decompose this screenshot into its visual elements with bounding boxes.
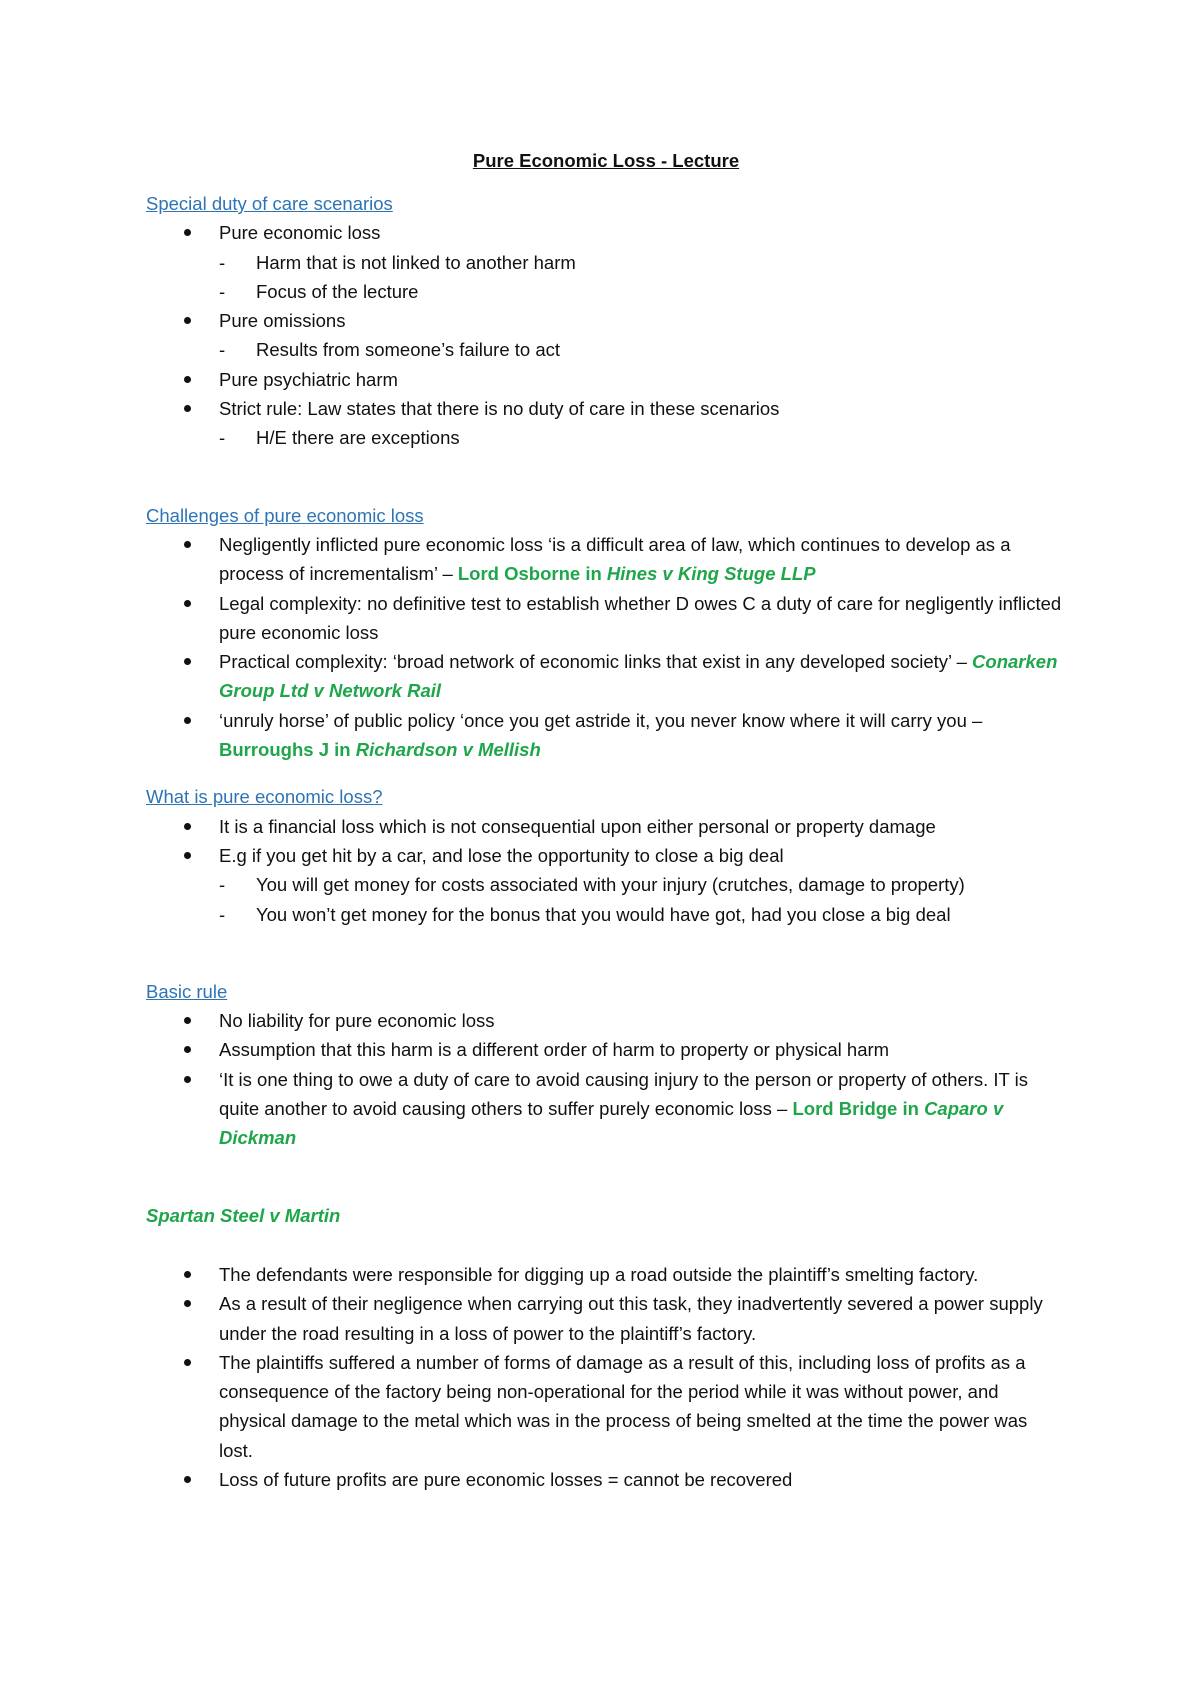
bullet-icon: [184, 658, 191, 665]
list-item: [146, 1035, 1066, 1064]
judge-name: Burroughs J in: [219, 739, 356, 761]
spacer: [146, 1230, 1066, 1260]
bullet-icon: [184, 405, 191, 412]
list-item-text: Pure omissions: [219, 310, 346, 332]
list-item: [146, 1465, 1066, 1494]
list-item: [146, 306, 1066, 365]
sub-list-item-text: Focus of the lecture: [256, 280, 419, 302]
section-challenges: [146, 501, 1066, 765]
bullet-list: [146, 218, 1066, 452]
spacer: [146, 929, 1066, 977]
judge-name: Lord Bridge in: [792, 1098, 925, 1120]
bullet-icon: [184, 1017, 191, 1024]
list-item-text: As a result of their negligence when carrying out this task, they inadvertently severed a power supply under the road resulting in a loss of power to the plaintiff’s factory.: [219, 1293, 1043, 1344]
sub-list-item-text: You won’t get money for the bonus that you would have got, had you close a big deal: [256, 903, 951, 925]
bullet-icon: [184, 1476, 191, 1483]
list-item-text: The plaintiffs suffered a number of forms of damage as a result of this, including loss of profits as a consequence of the factory being non-operational for the period while it was without power, and physical damage to the metal which was in the process of being smelted at the time the power was lost.: [219, 1351, 1028, 1461]
sub-list-item: [146, 870, 1066, 899]
bullet-icon: [184, 376, 191, 383]
bullet-icon: [184, 1076, 191, 1083]
section-what-is: [146, 782, 1066, 928]
bullet-list: [146, 1260, 1066, 1494]
bullet-icon: [184, 823, 191, 830]
list-item-text: It is a financial loss which is not consequential upon either personal or property damage: [219, 815, 936, 837]
list-item-text: Loss of future profits are pure economic losses = cannot be recovered: [219, 1468, 793, 1490]
bullet-icon: [184, 1046, 191, 1053]
bullet-list: [146, 812, 1066, 929]
bullet-list: [146, 530, 1066, 764]
list-item: [146, 394, 1066, 453]
page-title: Pure Economic Loss - Lecture: [472, 150, 740, 171]
dash-icon: -: [219, 903, 226, 925]
list-item-text: Pure psychiatric harm: [219, 368, 398, 390]
case-heading-spartan-steel: Spartan Steel v Martin: [146, 1204, 341, 1226]
case-name: Conarken Group Ltd v Network Rail: [219, 651, 1058, 702]
judge-name: Lord Osborne in: [457, 563, 607, 585]
section-heading-challenges: Challenges of pure economic loss: [146, 504, 424, 526]
sub-list: [146, 870, 1066, 929]
section-heading-basic-rule: Basic rule: [146, 980, 228, 1002]
list-item: [146, 647, 1066, 706]
list-item: [146, 1006, 1066, 1035]
bullet-icon: [184, 1300, 191, 1307]
case-name: Hines v King Stuge LLP: [606, 563, 816, 585]
spacer: [146, 764, 1066, 782]
bullet-icon: [184, 1271, 191, 1278]
list-item: [146, 218, 1066, 306]
list-item-text: Strict rule: Law states that there is no duty of care in these scenarios: [219, 398, 780, 420]
sub-list-item: [146, 248, 1066, 277]
list-item-text: ‘unruly horse’ of public policy ‘once you get astride it, you never know where it will carry you –: [219, 709, 983, 731]
sub-list-item-text: H/E there are exceptions: [256, 427, 460, 449]
bullet-icon: [184, 317, 191, 324]
list-item-text: Legal complexity: no definitive test to establish whether D owes C a duty of care for negligently inflicted pure economic loss: [219, 592, 1062, 643]
bullet-icon: [184, 600, 191, 607]
sub-list-item-text: You will get money for costs associated with your injury (crutches, damage to property): [256, 874, 965, 896]
list-item-text: Assumption that this harm is a different order of harm to property or physical harm: [219, 1039, 890, 1061]
list-item: [146, 1289, 1066, 1348]
document-content: [146, 146, 1066, 1494]
list-item-text: No liability for pure economic loss: [219, 1010, 495, 1032]
list-item: [146, 812, 1066, 841]
list-item-text: The defendants were responsible for digging up a road outside the plaintiff’s smelting factory.: [219, 1263, 979, 1285]
list-item: [146, 530, 1066, 589]
list-item: [146, 589, 1066, 648]
list-item: [146, 365, 1066, 394]
bullet-icon: [184, 229, 191, 236]
section-spartan-steel: [146, 1201, 1066, 1495]
dash-icon: -: [219, 339, 226, 361]
list-item: [146, 1260, 1066, 1289]
list-item-text: Practical complexity: ‘broad network of economic links that exist in any developed society’ –: [219, 651, 973, 673]
case-name: Caparo v Dickman: [219, 1098, 1004, 1149]
sub-list-item-text: Harm that is not linked to another harm: [256, 251, 576, 273]
list-item: [146, 1065, 1066, 1153]
bullet-list: [146, 1006, 1066, 1152]
list-item: [146, 1348, 1066, 1465]
section-heading-special-duty: Special duty of care scenarios: [146, 193, 393, 214]
list-item-text: ‘It is one thing to owe a duty of care to avoid causing injury to the person or property of others. IT is quite another to avoid causing others to suffer purely economic loss –: [219, 1068, 1028, 1120]
dash-icon: -: [219, 874, 226, 896]
section-basic-rule: [146, 977, 1066, 1153]
sub-list-item: [146, 423, 1066, 452]
sub-list-item: [146, 335, 1066, 364]
bullet-icon: [184, 852, 191, 859]
sub-list: [146, 423, 1066, 452]
list-item: [146, 841, 1066, 929]
section-heading-what-is: What is pure economic loss?: [146, 786, 383, 808]
spacer: [146, 1153, 1066, 1201]
dash-icon: -: [219, 280, 226, 302]
sub-list-item: [146, 277, 1066, 306]
sub-list: [146, 248, 1066, 307]
bullet-icon: [184, 1359, 191, 1366]
sub-list-item: [146, 900, 1066, 929]
list-item: [146, 706, 1066, 765]
dash-icon: -: [219, 427, 226, 449]
bullet-icon: [184, 717, 191, 724]
list-item-text: E.g if you get hit by a car, and lose the opportunity to close a big deal: [219, 844, 784, 866]
case-name: Richardson v Mellish: [355, 739, 541, 761]
section-special-duty: [146, 189, 1066, 453]
bullet-icon: [184, 541, 191, 548]
sub-list-item-text: Results from someone’s failure to act: [256, 339, 561, 361]
spacer: [146, 453, 1066, 501]
sub-list: [146, 335, 1066, 364]
dash-icon: -: [219, 251, 226, 273]
list-item-text: Pure economic loss: [219, 222, 381, 244]
list-item-text: Negligently inflicted pure economic loss ‘is a difficult area of law, which continues to develop as a process of incrementalism’ –: [219, 533, 1011, 585]
